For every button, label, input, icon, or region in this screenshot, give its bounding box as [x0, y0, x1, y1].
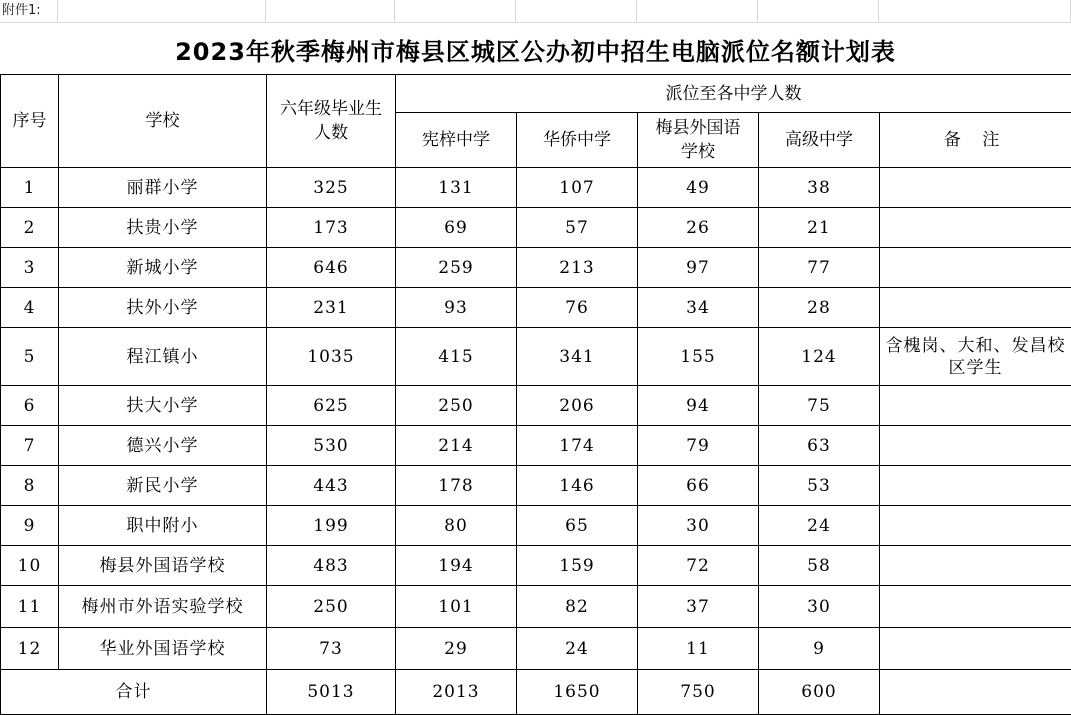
header-graduates: [267, 75, 396, 168]
seq-cell: 2: [1, 208, 59, 248]
total-label: 合计: [1, 670, 267, 715]
gaoji-cell: 58: [759, 546, 880, 586]
xianzi-cell: 93: [396, 288, 517, 328]
gaoji-cell: 38: [759, 168, 880, 208]
table-row: [1, 168, 1071, 208]
total-note: [880, 670, 1071, 715]
huaqiao-cell: 57: [517, 208, 638, 248]
meixian-foreign-cell: 11: [638, 628, 759, 670]
seq-cell: 3: [1, 248, 59, 288]
note-cell: [880, 628, 1071, 670]
xianzi-cell: 178: [396, 466, 517, 506]
gaoji-cell: 9: [759, 628, 880, 670]
huaqiao-cell: 341: [517, 328, 638, 386]
xianzi-cell: 29: [396, 628, 517, 670]
seq-cell: 11: [1, 586, 59, 628]
gaoji-cell: 75: [759, 386, 880, 426]
gaoji-cell: 63: [759, 426, 880, 466]
huaqiao-cell: 159: [517, 546, 638, 586]
school-cell: 新城小学: [59, 248, 267, 288]
graduates-cell: 646: [267, 248, 396, 288]
header-meixian-foreign: [638, 113, 759, 168]
meixian-foreign-cell: 34: [638, 288, 759, 328]
header-seq: 序号: [1, 75, 59, 168]
huaqiao-cell: 146: [517, 466, 638, 506]
table-row: [1, 628, 1071, 670]
note-cell: [880, 546, 1071, 586]
meixian-foreign-cell: 79: [638, 426, 759, 466]
graduates-cell: 625: [267, 386, 396, 426]
table-row: [1, 466, 1071, 506]
seq-cell: 10: [1, 546, 59, 586]
table-row: [1, 586, 1071, 628]
xianzi-cell: 80: [396, 506, 517, 546]
gaoji-cell: 24: [759, 506, 880, 546]
table-row: [1, 386, 1071, 426]
meixian-foreign-cell: 97: [638, 248, 759, 288]
school-cell: 程江镇小: [59, 328, 267, 386]
school-cell: 职中附小: [59, 506, 267, 546]
seq-cell: 8: [1, 466, 59, 506]
header-school: 学校: [59, 75, 267, 168]
huaqiao-cell: 206: [517, 386, 638, 426]
seq-cell: 5: [1, 328, 59, 386]
header-xianzi: 宪梓中学: [396, 113, 517, 168]
meixian-foreign-cell: 155: [638, 328, 759, 386]
huaqiao-cell: 174: [517, 426, 638, 466]
seq-cell: 4: [1, 288, 59, 328]
graduates-cell: 250: [267, 586, 396, 628]
table-row: [1, 506, 1071, 546]
table-row: [1, 208, 1071, 248]
gaoji-cell: 28: [759, 288, 880, 328]
header-gaoji: 高级中学: [759, 113, 880, 168]
graduates-cell: 173: [267, 208, 396, 248]
allocation-table: [0, 74, 1071, 715]
header-huaqiao: 华侨中学: [517, 113, 638, 168]
school-cell: 扶大小学: [59, 386, 267, 426]
school-cell: 丽群小学: [59, 168, 267, 208]
note-cell: 含槐岗、大和、发昌校区学生: [880, 328, 1071, 386]
total-xianzi: 2013: [396, 670, 517, 715]
meixian-foreign-cell: 37: [638, 586, 759, 628]
seq-cell: 6: [1, 386, 59, 426]
meixian-foreign-cell: 26: [638, 208, 759, 248]
graduates-cell: 325: [267, 168, 396, 208]
total-graduates: 5013: [267, 670, 396, 715]
total-meixian-foreign: 750: [638, 670, 759, 715]
gaoji-cell: 53: [759, 466, 880, 506]
xianzi-cell: 131: [396, 168, 517, 208]
attachment-strip: [0, 0, 1071, 24]
total-huaqiao: 1650: [517, 670, 638, 715]
school-cell: 梅县外国语学校: [59, 546, 267, 586]
table-row: [1, 328, 1071, 386]
huaqiao-cell: 107: [517, 168, 638, 208]
xianzi-cell: 194: [396, 546, 517, 586]
xianzi-cell: 415: [396, 328, 517, 386]
school-cell: 扶贵小学: [59, 208, 267, 248]
note-cell: [880, 586, 1071, 628]
header-note: 备 注: [880, 113, 1071, 168]
attachment-label: 附件1:: [2, 3, 41, 19]
total-row: [1, 670, 1071, 715]
graduates-cell: 530: [267, 426, 396, 466]
meixian-foreign-cell: 72: [638, 546, 759, 586]
school-cell: 新民小学: [59, 466, 267, 506]
header-meixian-foreign-label: 梅县外国语学校: [638, 116, 758, 164]
huaqiao-cell: 65: [517, 506, 638, 546]
total-gaoji: 600: [759, 670, 880, 715]
gaoji-cell: 21: [759, 208, 880, 248]
table-row: [1, 426, 1071, 466]
note-cell: [880, 208, 1071, 248]
table-row: [1, 248, 1071, 288]
table-row: [1, 288, 1071, 328]
seq-cell: 12: [1, 628, 59, 670]
note-cell: [880, 168, 1071, 208]
gaoji-cell: 30: [759, 586, 880, 628]
note-cell: [880, 466, 1071, 506]
seq-cell: 7: [1, 426, 59, 466]
meixian-foreign-cell: 30: [638, 506, 759, 546]
graduates-cell: 1035: [267, 328, 396, 386]
huaqiao-cell: 82: [517, 586, 638, 628]
graduates-cell: 483: [267, 546, 396, 586]
seq-cell: 9: [1, 506, 59, 546]
page-title: 2023年秋季梅州市梅县区城区公办初中招生电脑派位名额计划表: [0, 24, 1071, 74]
school-cell: 华业外国语学校: [59, 628, 267, 670]
gaoji-cell: 124: [759, 328, 880, 386]
school-cell: 梅州市外语实验学校: [59, 586, 267, 628]
note-cell: [880, 386, 1071, 426]
xianzi-cell: 214: [396, 426, 517, 466]
meixian-foreign-cell: 49: [638, 168, 759, 208]
school-cell: 扶外小学: [59, 288, 267, 328]
table-row: [1, 546, 1071, 586]
graduates-cell: 199: [267, 506, 396, 546]
header-graduates-label: 六年级毕业生人数: [267, 97, 395, 145]
note-cell: [880, 248, 1071, 288]
xianzi-cell: 101: [396, 586, 517, 628]
gaoji-cell: 77: [759, 248, 880, 288]
table-body: [1, 168, 1071, 670]
school-cell: 德兴小学: [59, 426, 267, 466]
meixian-foreign-cell: 66: [638, 466, 759, 506]
graduates-cell: 73: [267, 628, 396, 670]
huaqiao-cell: 24: [517, 628, 638, 670]
meixian-foreign-cell: 94: [638, 386, 759, 426]
seq-cell: 1: [1, 168, 59, 208]
huaqiao-cell: 213: [517, 248, 638, 288]
note-cell: [880, 426, 1071, 466]
graduates-cell: 443: [267, 466, 396, 506]
xianzi-cell: 250: [396, 386, 517, 426]
note-cell: [880, 506, 1071, 546]
note-cell: [880, 288, 1071, 328]
xianzi-cell: 69: [396, 208, 517, 248]
xianzi-cell: 259: [396, 248, 517, 288]
header-allocation-group: 派位至各中学人数: [396, 75, 1071, 113]
graduates-cell: 231: [267, 288, 396, 328]
huaqiao-cell: 76: [517, 288, 638, 328]
